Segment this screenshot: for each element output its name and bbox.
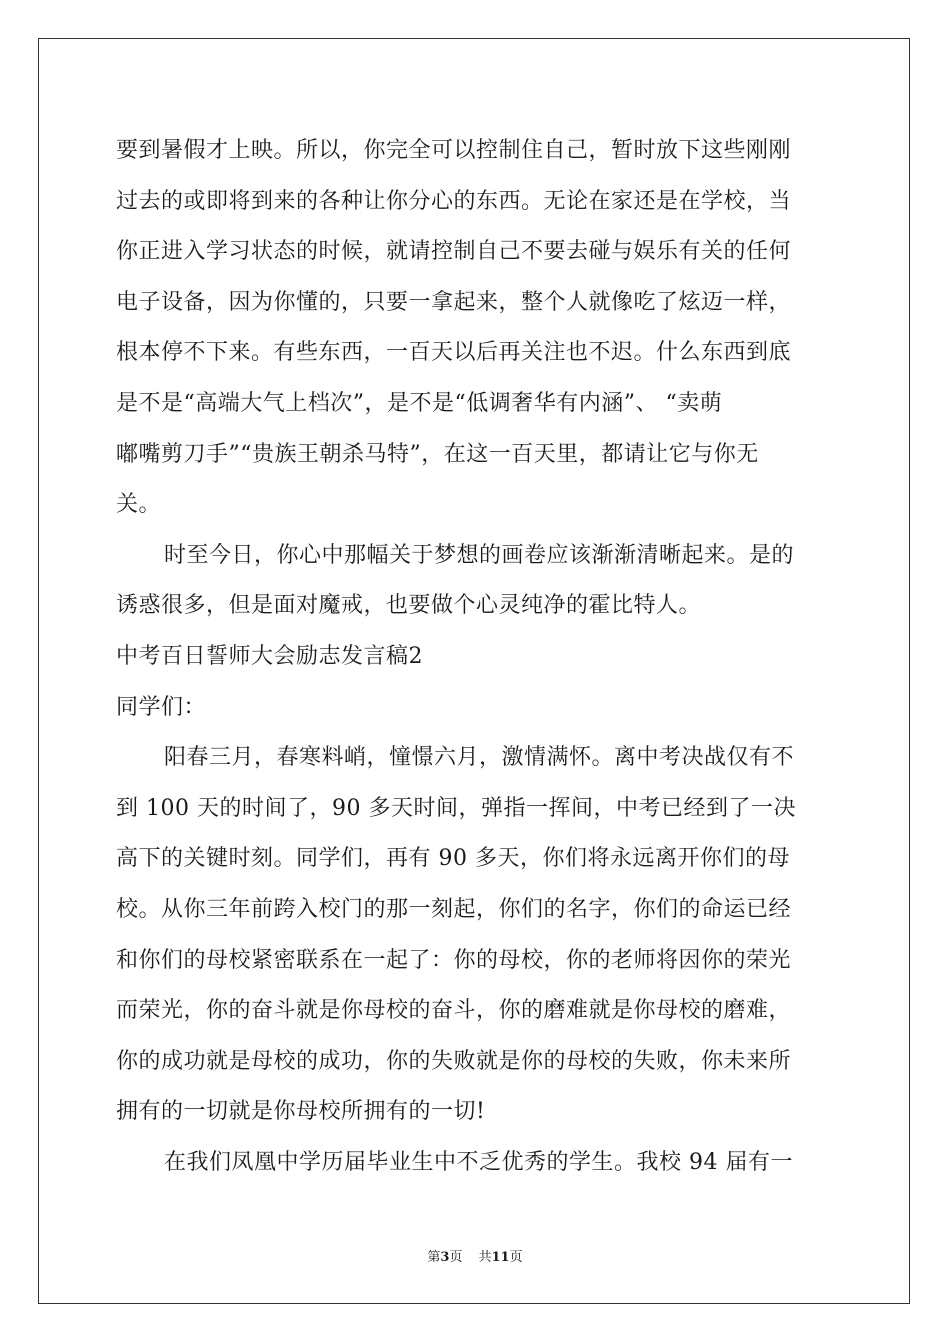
text-line: 到 100 天的时间了，90 多天时间，弹指一挥间，中考已经到了一决	[116, 795, 796, 821]
text-line: 而荣光，你的奋斗就是你母校的奋斗，你的磨难就是你母校的磨难，	[116, 998, 792, 1024]
text-line: 校。从你三年前跨入校门的那一刻起，你们的名字，你们的命运已经	[116, 896, 792, 922]
text-line: 要到暑假才上映。所以，你完全可以控制住自己，暂时放下这些刚刚	[116, 138, 792, 163]
document-body	[116, 126, 836, 1188]
text-line: 你的成功就是母校的成功，你的失败就是你的母校的失败，你未来所	[116, 1048, 792, 1074]
text-line: 嘟嘴剪刀手”“贵族王朝杀马特”，在这一百天里，都请让它与你无	[116, 441, 759, 467]
total-suffix: 页	[509, 1250, 523, 1265]
text-line: 拥有的一切就是你母校所拥有的一切!	[116, 1099, 486, 1125]
text-line: 关。	[116, 492, 162, 518]
paragraph-start-line: 时至今日，你心中那幅关于梦想的画卷应该渐渐清晰起来。是的	[164, 542, 795, 568]
page-footer	[0, 1246, 950, 1265]
text-line: 根本停不下来。有些东西，一百天以后再关注也不迟。什么东西到底	[116, 340, 792, 366]
total-prefix: 共	[478, 1250, 492, 1265]
page-suffix: 页	[449, 1250, 463, 1265]
text-line: 诱惑很多，但是面对魔戒，也要做个心灵纯净的霍比特人。	[116, 593, 702, 619]
page-number: 3	[440, 1250, 450, 1265]
text-line: 是不是“高端大气上档次”，是不是“低调奢华有内涵”、 “卖萌	[116, 390, 723, 416]
paragraph-start-line: 阳春三月，春寒料峭，憧憬六月，激情满怀。离中考决战仅有不	[164, 745, 795, 771]
page-prefix: 第	[427, 1250, 441, 1265]
text-line: 高下的关键时刻。同学们，再有 90 多天，你们将永远离开你们的母	[116, 846, 790, 872]
paragraph-start-line: 在我们凤凰中学历届毕业生中不乏优秀的学生。我校 94 届有一	[164, 1149, 793, 1175]
total-pages: 11	[491, 1250, 510, 1265]
text-line: 过去的或即将到来的各种让你分心的东西。无论在家还是在学校，当	[116, 188, 792, 214]
text-line: 你正进入学习状态的时候，就请控制自己不要去碰与娱乐有关的任何	[116, 239, 792, 265]
text-line: 电子设备，因为你懂的，只要一拿起来，整个人就像吃了炫迈一样，	[116, 289, 792, 315]
section-heading: 中考百日誓师大会励志发言稿2	[116, 643, 423, 669]
salutation: 同学们：	[116, 694, 207, 720]
text-line: 和你们的母校紧密联系在一起了：你的母校，你的老师将因你的荣光	[116, 947, 792, 973]
